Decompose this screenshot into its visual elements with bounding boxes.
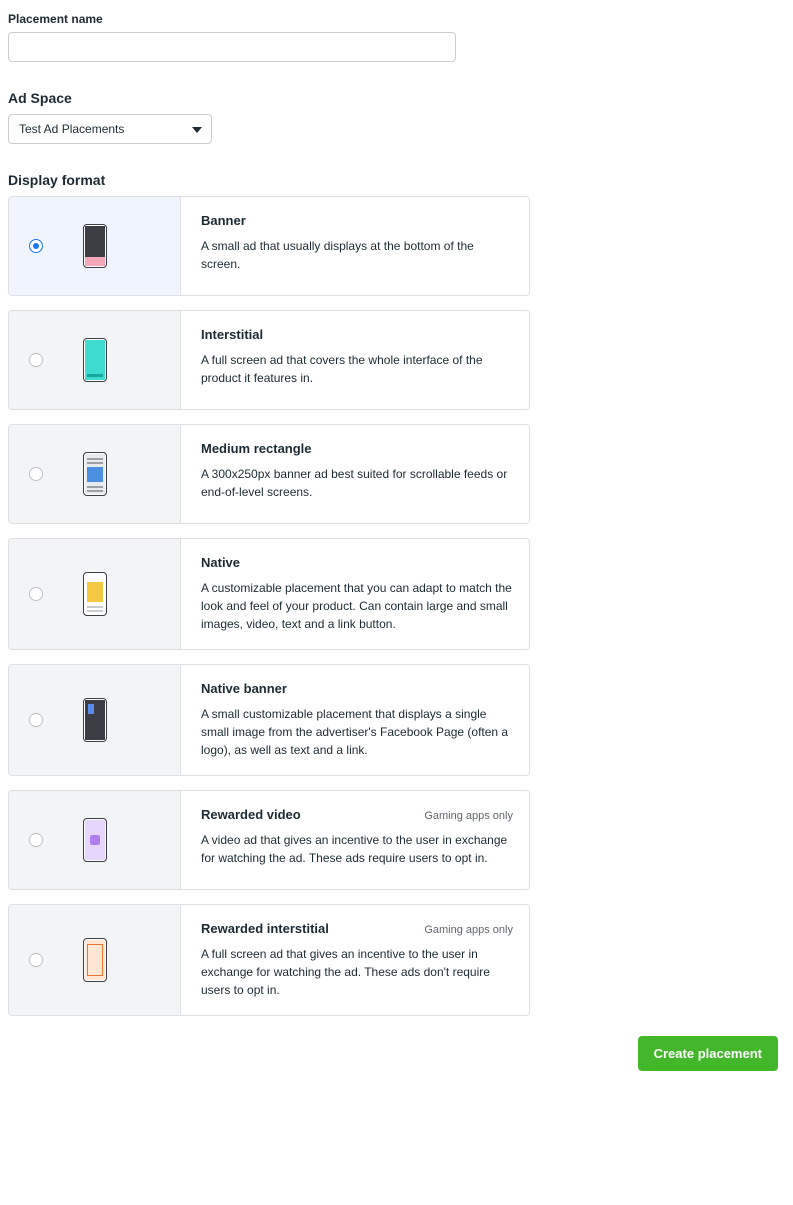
format-option-rewarded-video-selector[interactable]	[9, 791, 181, 889]
format-title: Medium rectangle	[201, 441, 312, 456]
format-title: Native banner	[201, 681, 287, 696]
radio-native[interactable]	[29, 587, 43, 601]
radio-interstitial[interactable]	[29, 353, 43, 367]
format-option-native-details	[181, 539, 529, 649]
format-option-medium-rectangle-details	[181, 425, 529, 523]
format-option-medium-rectangle[interactable]	[8, 424, 530, 524]
format-title: Banner	[201, 213, 246, 228]
format-option-native-selector[interactable]	[9, 539, 181, 649]
display-format-label: Display format	[8, 172, 106, 188]
radio-medium-rectangle[interactable]	[29, 467, 43, 481]
format-description: A small customizable placement that displays a single small image from the advertiser's Facebook Page (often a logo), as well as text and a link.	[201, 707, 509, 757]
radio-rewarded-interstitial[interactable]	[29, 953, 43, 967]
display-format-options	[8, 196, 530, 1016]
create-placement-button[interactable]: Create placement	[638, 1036, 778, 1071]
radio-native-banner[interactable]	[29, 713, 43, 727]
format-description: A video ad that gives an incentive to the user in exchange for watching the ad. These ads require users to opt in.	[201, 833, 508, 865]
format-option-interstitial-selector[interactable]	[9, 311, 181, 409]
format-description: A full screen ad that gives an incentive to the user in exchange for watching the ad. These ads don't require users to opt in.	[201, 947, 490, 997]
phone-medium-rectangle-icon	[83, 452, 107, 496]
phone-rewarded-interstitial-icon	[83, 938, 107, 982]
placement-name-input[interactable]	[8, 32, 456, 62]
format-tag: Gaming apps only	[424, 810, 513, 822]
footer-actions	[0, 1036, 778, 1071]
format-option-native-banner-selector[interactable]	[9, 665, 181, 775]
format-option-rewarded-video[interactable]	[8, 790, 530, 890]
radio-banner[interactable]	[29, 239, 43, 253]
ad-space-select[interactable]	[8, 114, 212, 144]
format-option-rewarded-video-details	[181, 791, 529, 889]
format-option-banner-details	[181, 197, 529, 295]
format-option-medium-rectangle-selector[interactable]	[9, 425, 181, 523]
phone-rewarded-video-icon	[83, 818, 107, 862]
format-option-banner-selector[interactable]	[9, 197, 181, 295]
format-description: A small ad that usually displays at the bottom of the screen.	[201, 239, 474, 271]
format-option-banner[interactable]	[8, 196, 530, 296]
phone-interstitial-icon	[83, 338, 107, 382]
format-option-interstitial[interactable]	[8, 310, 530, 410]
ad-space-label: Ad Space	[8, 90, 72, 106]
phone-native-icon	[83, 572, 107, 616]
format-option-native-banner-details	[181, 665, 529, 775]
phone-native-banner-icon	[83, 698, 107, 742]
format-option-interstitial-details	[181, 311, 529, 409]
phone-banner-icon	[83, 224, 107, 268]
format-option-rewarded-interstitial[interactable]	[8, 904, 530, 1016]
ad-space-selected-value: Test Ad Placements	[8, 114, 212, 144]
format-title: Rewarded video	[201, 807, 301, 822]
format-option-rewarded-interstitial-details	[181, 905, 529, 1015]
format-option-rewarded-interstitial-selector[interactable]	[9, 905, 181, 1015]
format-description: A 300x250px banner ad best suited for scrollable feeds or end-of-level screens.	[201, 467, 508, 499]
format-tag: Gaming apps only	[424, 924, 513, 936]
format-option-native[interactable]	[8, 538, 530, 650]
radio-rewarded-video[interactable]	[29, 833, 43, 847]
placement-name-label: Placement name	[8, 12, 103, 26]
format-description: A customizable placement that you can adapt to match the look and feel of your product. Can contain large and small images, video, text and a link button.	[201, 581, 512, 631]
format-title: Native	[201, 555, 241, 570]
format-option-native-banner[interactable]	[8, 664, 530, 776]
format-title: Rewarded interstitial	[201, 921, 329, 936]
format-title: Interstitial	[201, 327, 264, 342]
format-description: A full screen ad that covers the whole interface of the product it features in.	[201, 353, 483, 385]
